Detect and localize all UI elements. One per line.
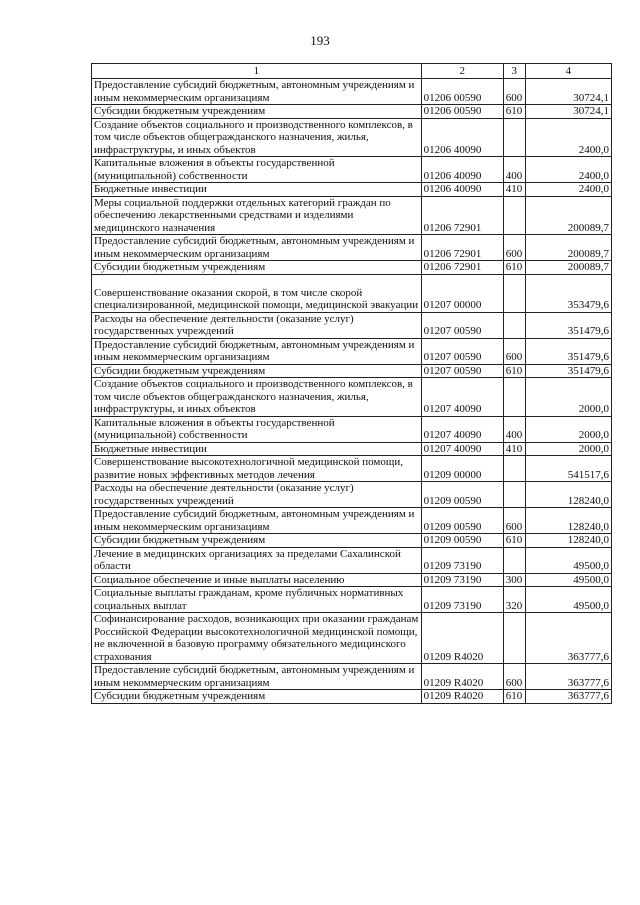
- cell-name: Бюджетные инвестиции: [92, 442, 422, 456]
- cell-code: 01207 00590: [421, 338, 503, 364]
- cell-type: [503, 613, 525, 664]
- cell-name: Предоставление субсидий бюджетным, автономным учреждениям и иным некоммерческим организациям: [92, 664, 422, 690]
- cell-sum: 2400,0: [525, 118, 611, 157]
- cell-sum: 2400,0: [525, 157, 611, 183]
- cell-type: 400: [503, 416, 525, 442]
- cell-type: 610: [503, 364, 525, 378]
- cell-name: Субсидии бюджетным учреждениям: [92, 534, 422, 548]
- cell-name: Совершенствование оказания скорой, в том числе скорой специализированной, медицинской помощи, медицинской эвакуации: [92, 274, 422, 312]
- cell-name: Создание объектов социального и производственного комплексов, в том числе объектов общегражданского назначения, жилья, инфраструктуры, и иных объектов: [92, 378, 422, 417]
- cell-code: 01209 00590: [421, 508, 503, 534]
- cell-sum: 200089,7: [525, 235, 611, 261]
- table-row: [92, 261, 612, 275]
- cell-type: 600: [503, 664, 525, 690]
- cell-name: Социальное обеспечение и иные выплаты населению: [92, 573, 422, 587]
- cell-code: 01207 40090: [421, 442, 503, 456]
- cell-sum: 49500,0: [525, 547, 611, 573]
- cell-name: Предоставление субсидий бюджетным, автономным учреждениям и иным некоммерческим организациям: [92, 235, 422, 261]
- budget-table: [91, 63, 612, 704]
- cell-sum: 363777,6: [525, 613, 611, 664]
- table-row: [92, 508, 612, 534]
- cell-sum: 541517,6: [525, 456, 611, 482]
- table-row: [92, 274, 612, 312]
- cell-name: Создание объектов социального и производственного комплексов, в том числе объектов общегражданского назначения, жилья, инфраструктуры, и иных объектов: [92, 118, 422, 157]
- cell-sum: 363777,6: [525, 664, 611, 690]
- cell-sum: 353479,6: [525, 274, 611, 312]
- table-body: [92, 79, 612, 704]
- cell-name: Субсидии бюджетным учреждениям: [92, 364, 422, 378]
- cell-type: 610: [503, 534, 525, 548]
- cell-sum: 2000,0: [525, 416, 611, 442]
- cell-type: 400: [503, 157, 525, 183]
- cell-sum: 351479,6: [525, 312, 611, 338]
- cell-code: 01206 00590: [421, 79, 503, 105]
- cell-name: Совершенствование высокотехнологичной медицинской помощи, развитие новых эффективных методов лечения: [92, 456, 422, 482]
- cell-sum: 2000,0: [525, 442, 611, 456]
- cell-code: 01209 R4020: [421, 613, 503, 664]
- table-row: [92, 547, 612, 573]
- cell-type: [503, 547, 525, 573]
- table-row: [92, 442, 612, 456]
- table-row: [92, 690, 612, 704]
- cell-name: Софинансирование расходов, возникающих при оказании гражданам Российской Федерации высокотехнологичной медицинской помощи, не включенной в базовую программу обязательного медицинского страхования: [92, 613, 422, 664]
- cell-type: [503, 456, 525, 482]
- cell-name: Социальные выплаты гражданам, кроме публичных нормативных социальных выплат: [92, 587, 422, 613]
- cell-name: Меры социальной поддержки отдельных категорий граждан по обеспечению лекарственными средствами и изделиями медицинского назначения: [92, 196, 422, 235]
- table-row: [92, 613, 612, 664]
- cell-type: 610: [503, 105, 525, 119]
- table-row: [92, 196, 612, 235]
- cell-name: Предоставление субсидий бюджетным, автономным учреждениям и иным некоммерческим организациям: [92, 79, 422, 105]
- cell-code: 01209 73190: [421, 573, 503, 587]
- cell-sum: 351479,6: [525, 364, 611, 378]
- cell-sum: 30724,1: [525, 105, 611, 119]
- cell-type: [503, 274, 525, 312]
- cell-type: 600: [503, 508, 525, 534]
- cell-code: 01209 00000: [421, 456, 503, 482]
- cell-name: Расходы на обеспечение деятельности (оказание услуг) государственных учреждений: [92, 312, 422, 338]
- cell-name: Капитальные вложения в объекты государственной (муниципальной) собственности: [92, 416, 422, 442]
- cell-code: 01207 00000: [421, 274, 503, 312]
- cell-name: Предоставление субсидий бюджетным, автономным учреждениям и иным некоммерческим организациям: [92, 508, 422, 534]
- cell-sum: 128240,0: [525, 482, 611, 508]
- cell-name: Лечение в медицинских организациях за пределами Сахалинской области: [92, 547, 422, 573]
- cell-type: 610: [503, 690, 525, 704]
- cell-sum: 30724,1: [525, 79, 611, 105]
- cell-name: Расходы на обеспечение деятельности (оказание услуг) государственных учреждений: [92, 482, 422, 508]
- table-row: [92, 118, 612, 157]
- cell-code: 01206 40090: [421, 157, 503, 183]
- table-row: [92, 183, 612, 197]
- cell-code: 01209 00590: [421, 482, 503, 508]
- cell-sum: 200089,7: [525, 196, 611, 235]
- table-row: [92, 378, 612, 417]
- cell-name: Субсидии бюджетным учреждениям: [92, 690, 422, 704]
- cell-sum: 2000,0: [525, 378, 611, 417]
- cell-name: Бюджетные инвестиции: [92, 183, 422, 197]
- cell-code: 01209 R4020: [421, 690, 503, 704]
- cell-code: 01207 40090: [421, 416, 503, 442]
- cell-code: 01206 72901: [421, 261, 503, 275]
- table-row: [92, 157, 612, 183]
- cell-type: [503, 378, 525, 417]
- cell-code: 01209 R4020: [421, 664, 503, 690]
- page-number: 193: [310, 33, 330, 48]
- table-row: [92, 105, 612, 119]
- cell-type: 410: [503, 183, 525, 197]
- cell-type: 300: [503, 573, 525, 587]
- cell-code: 01209 00590: [421, 534, 503, 548]
- cell-code: 01206 00590: [421, 105, 503, 119]
- cell-code: 01207 00590: [421, 364, 503, 378]
- table-row: [92, 456, 612, 482]
- cell-sum: 2400,0: [525, 183, 611, 197]
- table-row: [92, 235, 612, 261]
- header-col-code: 2: [421, 64, 503, 79]
- table-row: [92, 338, 612, 364]
- table-header-row: [92, 64, 612, 79]
- cell-code: 01207 00590: [421, 312, 503, 338]
- cell-type: 600: [503, 79, 525, 105]
- table-row: [92, 364, 612, 378]
- table-row: [92, 482, 612, 508]
- cell-sum: 363777,6: [525, 690, 611, 704]
- cell-code: 01209 73190: [421, 547, 503, 573]
- cell-name: Предоставление субсидий бюджетным, автономным учреждениям и иным некоммерческим организациям: [92, 338, 422, 364]
- table-row: [92, 587, 612, 613]
- cell-code: 01206 40090: [421, 118, 503, 157]
- table-row: [92, 573, 612, 587]
- cell-sum: 128240,0: [525, 508, 611, 534]
- cell-sum: 128240,0: [525, 534, 611, 548]
- cell-type: [503, 482, 525, 508]
- cell-name: Субсидии бюджетным учреждениям: [92, 261, 422, 275]
- table-row: [92, 312, 612, 338]
- table-row: [92, 416, 612, 442]
- cell-type: [503, 118, 525, 157]
- header-col-type: 3: [503, 64, 525, 79]
- cell-type: 320: [503, 587, 525, 613]
- header-col-name: 1: [92, 64, 422, 79]
- cell-name: Субсидии бюджетным учреждениям: [92, 105, 422, 119]
- cell-type: 410: [503, 442, 525, 456]
- cell-sum: 49500,0: [525, 573, 611, 587]
- cell-type: 600: [503, 338, 525, 364]
- cell-type: [503, 312, 525, 338]
- table-row: [92, 664, 612, 690]
- cell-name: Капитальные вложения в объекты государственной (муниципальной) собственности: [92, 157, 422, 183]
- cell-type: [503, 196, 525, 235]
- cell-type: 600: [503, 235, 525, 261]
- cell-code: 01206 72901: [421, 235, 503, 261]
- cell-code: 01206 72901: [421, 196, 503, 235]
- header-col-sum: 4: [525, 64, 611, 79]
- cell-type: 610: [503, 261, 525, 275]
- cell-code: 01206 40090: [421, 183, 503, 197]
- cell-sum: 200089,7: [525, 261, 611, 275]
- cell-sum: 49500,0: [525, 587, 611, 613]
- cell-sum: 351479,6: [525, 338, 611, 364]
- table-row: [92, 534, 612, 548]
- cell-code: 01209 73190: [421, 587, 503, 613]
- cell-code: 01207 40090: [421, 378, 503, 417]
- table-row: [92, 79, 612, 105]
